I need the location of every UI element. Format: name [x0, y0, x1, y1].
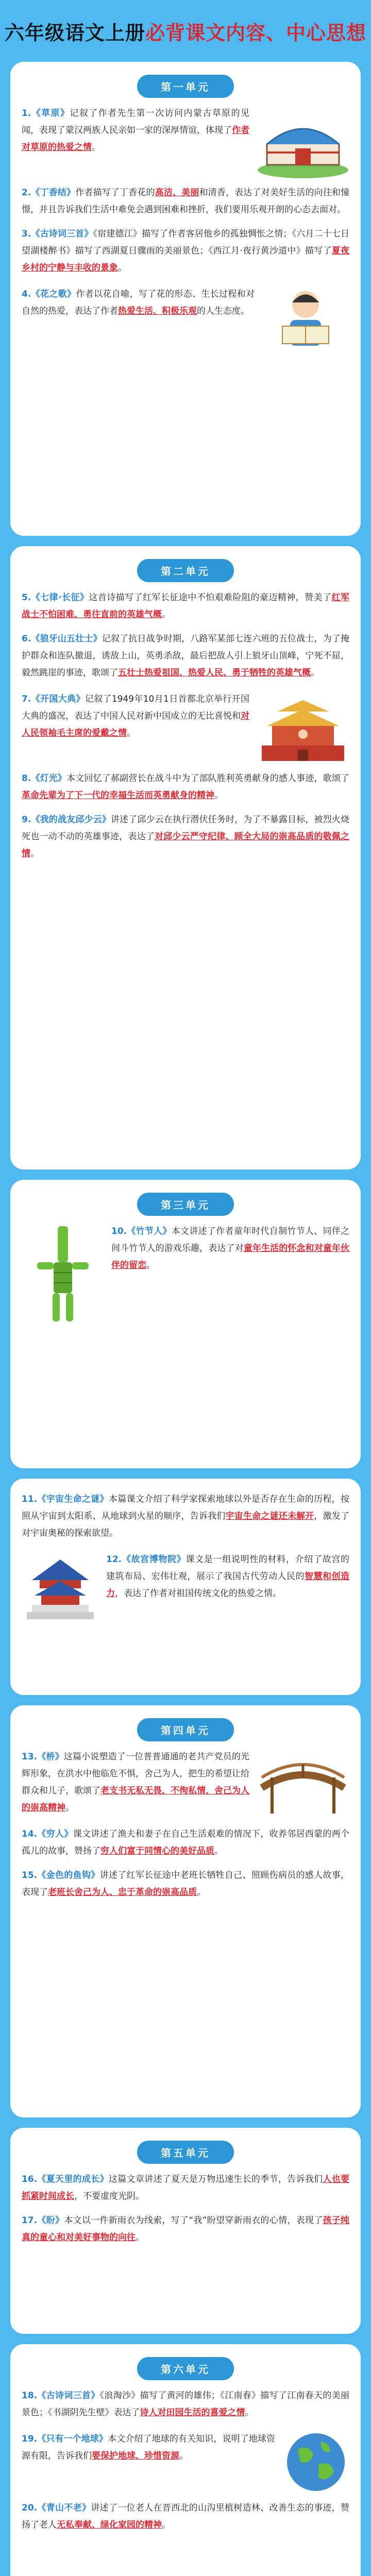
list-item: 14.《穷人》课文讲述了渔夫和妻子在自己生活艰难的情况下，收养邻居西蒙的两个孤儿的故事，赞扬了穷人们富于同情心的美好品质。: [22, 1829, 350, 1856]
unit-card-5: [10, 2128, 361, 2334]
unit-card-2: [10, 546, 361, 1170]
title-highlight: 必背课文内容、中心思想: [145, 21, 367, 44]
unit-card-6: [10, 2344, 361, 2576]
list-item: 6.《狼牙山五壮士》记叙了抗日战争时期，八路军某部七连六班的五位战士，为了掩护群众和连队撤退，诱敌上山，英勇杀敌，最后把敌人引上狼牙山顶峰，宁死不屈，毅然跳崖的事迹，歌颂了五壮士热爱祖国、热爱人民、勇于牺牲的英雄气概。: [22, 634, 350, 678]
list-item: 18.《古诗词三首》《浪淘沙》描写了黄河的雄伟；《江南春》描写了江南春天的美丽景色；《书湖阴先生壁》表达了诗人对田园生活的喜爱之情。: [22, 2391, 350, 2418]
unit-title: 第一单元: [137, 75, 234, 98]
list-item: 2.《丁香结》作者描写了丁香花的高洁、美丽和清香，表达了对美好生活的向往和憧憬，并且告诉我们生活中难免会遇到困难和挫折，我们要用乐观开朗的心态去面对。: [22, 188, 350, 215]
list-item: 5.《七律·长征》这首诗描写了红军长征途中不怕艰难险阻的豪迈精神，赞美了红军战士不怕困难、勇往直前的英雄气概。: [22, 592, 350, 620]
unit-card-1: [10, 62, 361, 536]
unit-title: 第五单元: [137, 2141, 234, 2164]
list-item: 8.《灯光》本文回忆了郝副营长在战斗中为了部队胜利英勇献身的感人事迹，歌颂了革命先辈为了下一代的幸福生活而英勇献身的精神。: [22, 773, 350, 801]
list-item: 11.《宇宙生命之谜》本篇课文介绍了科学家探索地球以外是否存在生命的历程，按照从宇宙到太阳系、从地球到火星的顺序，告诉我们宇宙生命之谜还未解开，激发了对宇宙奥秘的探索欲望。: [22, 1494, 350, 1538]
page-title: [0, 0, 371, 62]
list-item: 20.《青山不老》讲述了一位老人在晋西北的山沟里植树造林、改善生态的事迹，赞扬了老人无私奉献、绿化家园的精神。: [22, 2503, 350, 2530]
unit-title: 第四单元: [137, 1718, 234, 1741]
list-item: 9.《我的战友邱少云》讲述了邱少云在执行潜伏任务时，为了不暴露目标，被烈火烧死也一动不动的英雄事迹，表达了对邱少云严守纪律、顾全大局的崇高品质的敬佩之情。: [22, 815, 350, 859]
list-item: 17.《盼》本文以一件新雨衣为线索，写了“我”盼望穿新雨衣的心情，表现了孩子纯真的童心和对美好事物的向往。: [22, 2215, 349, 2243]
tiananmen-illustration: [257, 689, 349, 768]
unit-title: 第二单元: [137, 559, 234, 582]
list-item: 1.《草原》记叙了作者先生第一次访问内蒙古草原的见闻，表现了蒙汉两族人民亲如一家的深厚情谊，体现了作者对草原的热爱之情。: [22, 108, 249, 152]
list-item: 10.《竹节人》本文讲述了作者童年时代自制竹节人、同伴之间斗竹节人的游戏乐趣，表达了对童年生活的怀念和对童年伙伴的留恋。: [111, 1226, 350, 1270]
list-item: 13.《桥》这篇小说塑造了一位普普通通的老共产党员的光辉形象，在洪水中他临危不惧，舍己为人，把生的希望让给群众和儿子，歌颂了老支书无私无畏、不徇私情、舍己为人的崇高精神。: [22, 1752, 250, 1813]
bamboo-figure-illustration: [22, 1221, 104, 1326]
unit-card-3: [10, 1180, 361, 1468]
earth-illustration: [282, 2429, 349, 2498]
list-item: 19.《只有一个地球》本文介绍了地球的有关知识，说明了地球资源有限，告诉我们要保护地球、珍惜资源。: [22, 2434, 276, 2461]
unit-card-3-continued: [10, 1479, 361, 1695]
yurt-illustration: [257, 103, 349, 182]
title-main: 六年级语文上册: [4, 21, 145, 44]
unit-title: 第三单元: [137, 1193, 234, 1216]
list-item: 12.《故宫博物院》课文是一组说明性的材料，介绍了故宫的建筑布局、宏伟壮观，展示了我国古代劳动人民的智慧和创造力，表达了作者对祖国传统文化的热爱之情。: [106, 1554, 350, 1599]
list-item: 3.《古诗词三首》《宿建德江》描写了作者客居他乡的孤独惆怅之情；《六月二十七日望湖楼醉书》描写了西湖夏日骤雨的美丽景色；《西江月·夜行黄沙道中》描写了夏夜乡村的宁静与丰收的景象。: [22, 229, 350, 273]
boy-reading-illustration: [262, 284, 349, 353]
temple-of-heaven-illustration: [22, 1549, 99, 1629]
list-item: 15.《金色的鱼钩》讲述了红军长征途中老班长牺牲自己、照顾伤病员的感人故事，表现了老班长舍己为人、忠于革命的崇高品质。: [22, 1870, 350, 1897]
unit-title: 第六单元: [137, 2357, 234, 2380]
list-item: 4.《花之歌》作者以花自喻，写了花的形态、生长过程和对自然的热爱，表达了作者热爱生活、积极乐观的人生态度。: [22, 289, 255, 316]
unit-card-4: [10, 1705, 361, 2117]
wooden-bridge-illustration: [257, 1747, 349, 1821]
list-item: 16.《夏天里的成长》这篇文章讲述了夏天是万物迅速生长的季节，告诉我们人也要抓紧时间成长，不要虚度光阴。: [22, 2174, 350, 2201]
list-item: 7.《开国大典》记叙了1949年10月1日首都北京举行开国大典的盛况，表达了中国人民对新中国成立的无比喜悦和对人民领袖毛主席的爱戴之情。: [22, 694, 249, 738]
